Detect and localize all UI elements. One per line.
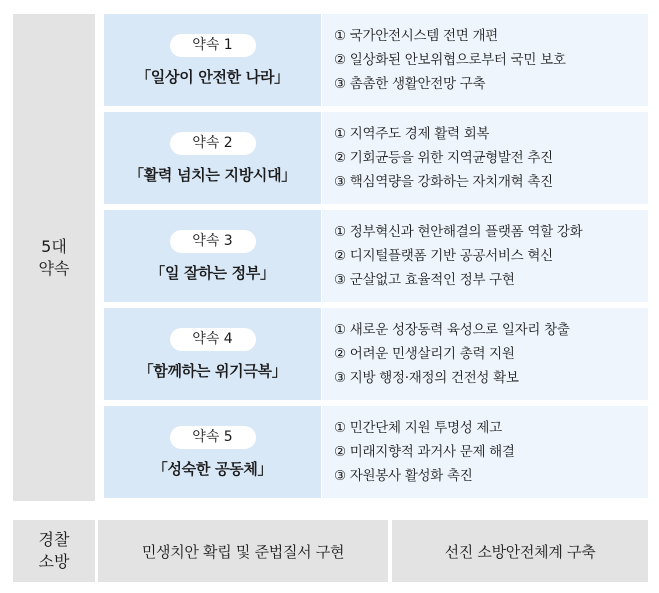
promise-item: ② 어려운 민생살리기 총력 지원 bbox=[334, 346, 515, 362]
promise-row-1 bbox=[104, 14, 648, 106]
police-goal: 민생치안 확립 및 준법질서 구현 bbox=[141, 542, 345, 561]
fire-goal: 선진 소방안전체계 구축 bbox=[444, 542, 596, 561]
promise-item: ③ 자원봉사 활성화 촉진 bbox=[334, 468, 473, 484]
promise-title-cell bbox=[104, 406, 321, 498]
promise-title-cell bbox=[104, 210, 321, 302]
promise-item: ① 지역주도 경제 활력 회복 bbox=[334, 126, 490, 142]
promise-pill: 약속 5 bbox=[170, 426, 256, 449]
promise-item: ① 정부혁신과 현안해결의 플랫폼 역할 강화 bbox=[334, 224, 583, 240]
promise-item: ③ 핵심역량을 강화하는 자치개혁 촉진 bbox=[334, 174, 553, 190]
promise-items-cell bbox=[322, 112, 648, 204]
promise-items-cell bbox=[322, 14, 648, 106]
promise-item: ② 디지털플랫폼 기반 공공서비스 혁신 bbox=[334, 248, 553, 264]
promise-title: 「일 잘하는 정부」 bbox=[150, 263, 275, 282]
promise-item: ① 민간단체 지원 투명성 제고 bbox=[334, 420, 502, 436]
promise-pill: 약속 3 bbox=[170, 230, 256, 253]
promise-title: 「일상이 안전한 나라」 bbox=[136, 67, 289, 86]
promise-item: ② 기회균등을 위한 지역균형발전 추진 bbox=[334, 150, 553, 166]
promise-row-5 bbox=[104, 406, 648, 498]
promise-title-cell bbox=[104, 112, 321, 204]
promise-item: ① 국가안전시스템 전면 개편 bbox=[334, 28, 498, 44]
promise-title: 「성숙한 공동체」 bbox=[152, 459, 273, 478]
promise-items-cell bbox=[322, 210, 648, 302]
fire-goal-cell bbox=[392, 520, 648, 582]
promise-row-4 bbox=[104, 308, 648, 400]
promise-pill: 약속 4 bbox=[170, 328, 256, 351]
promise-item: ② 일상화된 안보위협으로부터 국민 보호 bbox=[334, 52, 566, 68]
promise-item: ③ 촘촘한 생활안전망 구축 bbox=[334, 76, 486, 92]
five-promises-label: 5대 약속 bbox=[38, 236, 70, 278]
police-fire-label: 경찰 소방 bbox=[38, 530, 70, 571]
promise-item: ② 미래지향적 과거사 문제 해결 bbox=[334, 444, 515, 460]
promise-items-cell bbox=[322, 406, 648, 498]
police-goal-cell bbox=[98, 520, 388, 582]
promise-title: 「활력 넘치는 지방시대」 bbox=[129, 165, 296, 184]
promise-pill: 약속 1 bbox=[170, 34, 256, 57]
promise-item: ③ 지방 행정·재정의 건전성 확보 bbox=[334, 370, 519, 386]
promise-title: 「함께하는 위기극복」 bbox=[138, 361, 287, 380]
promise-title-cell bbox=[104, 14, 321, 106]
five-promises-label-cell bbox=[13, 14, 95, 501]
police-fire-label-cell bbox=[13, 520, 95, 582]
promise-row-3 bbox=[104, 210, 648, 302]
promise-item: ① 새로운 성장동력 육성으로 일자리 창출 bbox=[334, 322, 570, 338]
promise-title-cell bbox=[104, 308, 321, 400]
promise-items-cell bbox=[322, 308, 648, 400]
promise-item: ③ 군살없고 효율적인 정부 구현 bbox=[334, 272, 515, 288]
promise-row-2 bbox=[104, 112, 648, 204]
promise-pill: 약속 2 bbox=[170, 132, 256, 155]
